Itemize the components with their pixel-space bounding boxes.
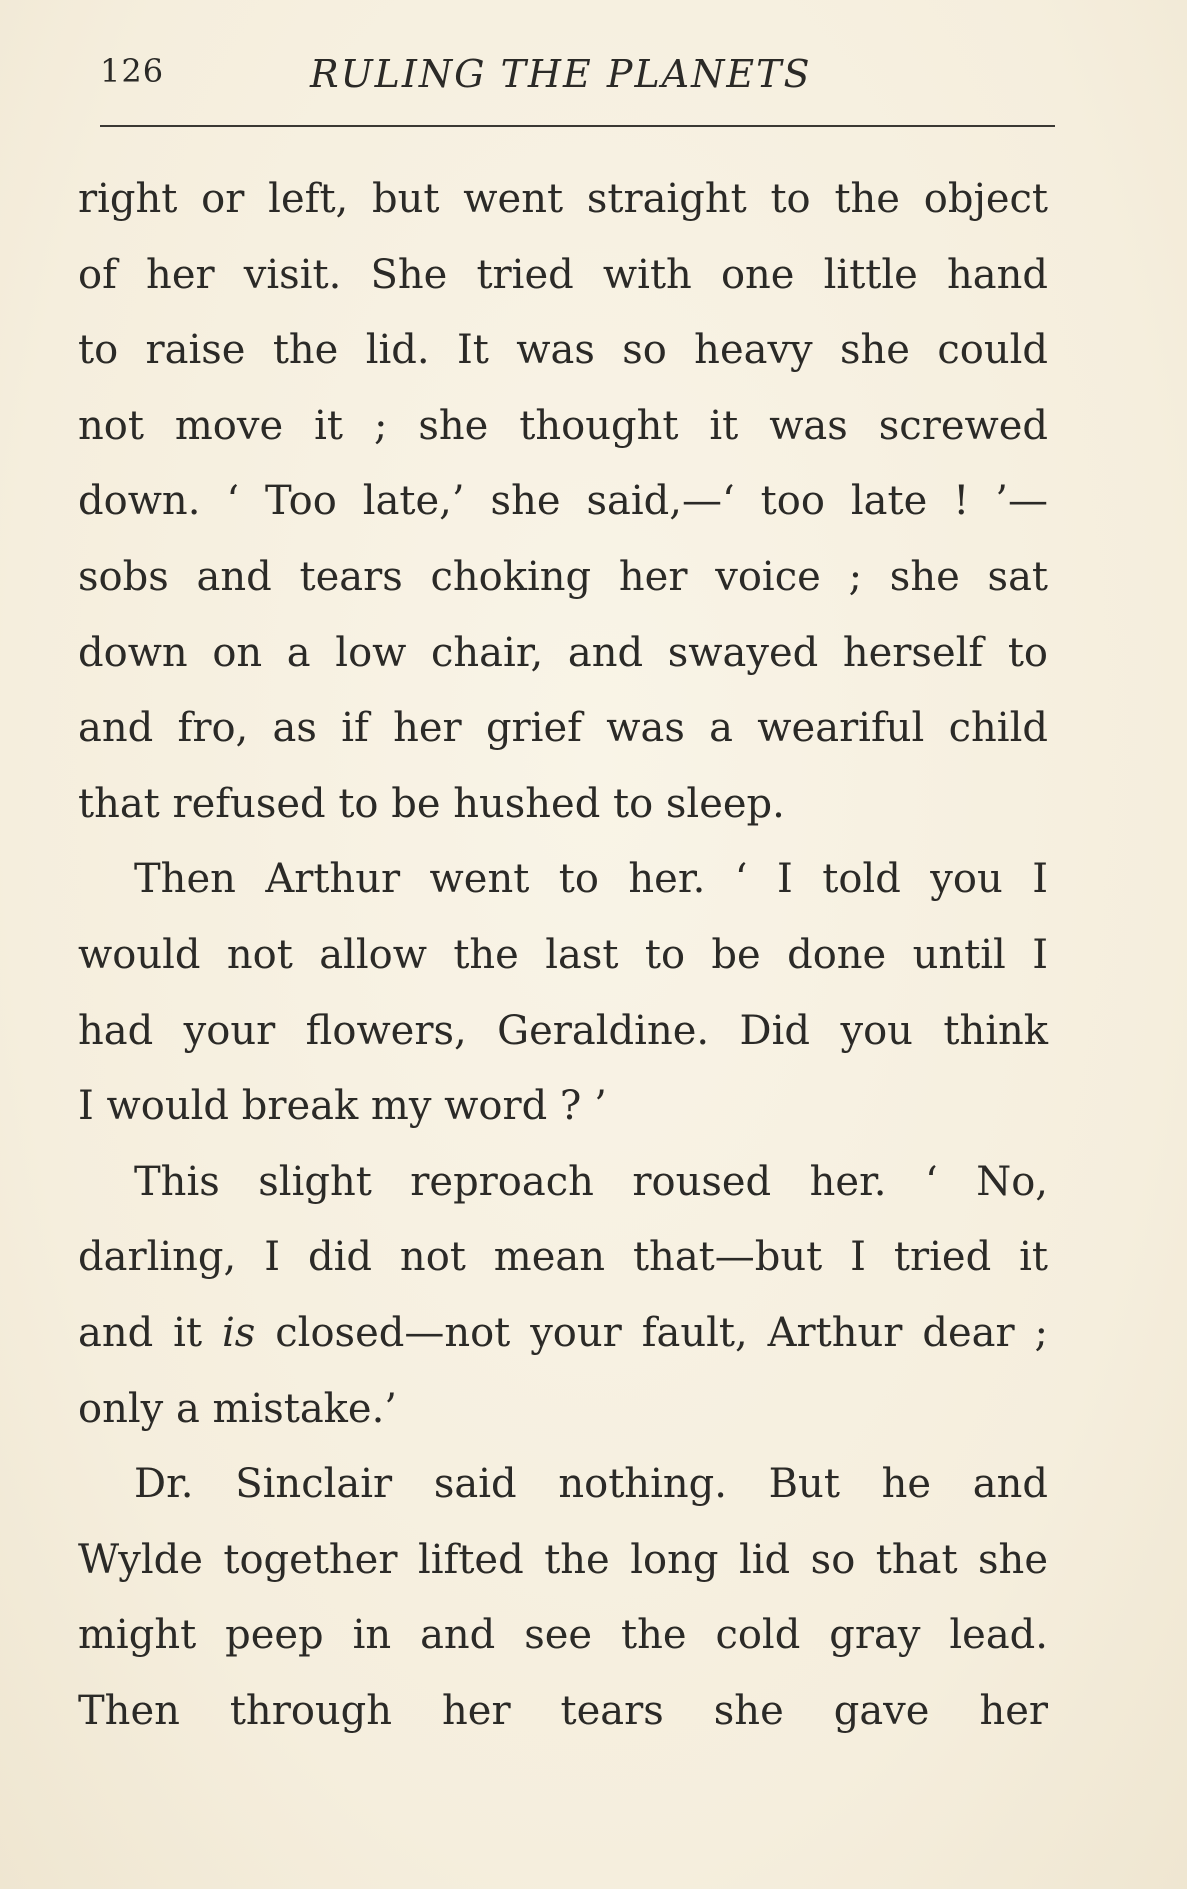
running-head: RULING THE PLANETS — [310, 52, 812, 96]
text-line: that refused to be hushed to sleep. — [78, 780, 785, 827]
text-line: Then through her tears she gave her — [78, 1687, 1048, 1734]
text-line: might peep in and see the cold gray lead. — [78, 1612, 1048, 1659]
page-number: 126 — [100, 52, 165, 90]
text-line: darling, I did not mean that—but I tried it — [78, 1234, 1048, 1281]
text-line: not move it ; she thought it was screwed — [78, 402, 1048, 449]
emphasis-text: is — [221, 1309, 256, 1356]
text-line: and fro, as if her grief was a weariful child — [78, 705, 1048, 752]
text-line — [78, 1296, 1048, 1372]
body-text — [78, 162, 1048, 1749]
header-rule — [100, 125, 1055, 127]
text-line: This slight reproach roused her. ‘ No, — [134, 1158, 1048, 1205]
text-line: of her visit. She tried with one little hand — [78, 251, 1048, 298]
text-line: right or left, but went straight to the object — [78, 176, 1048, 222]
page-header — [100, 52, 1055, 102]
text-line: I would break my word ? ’ — [78, 1083, 607, 1130]
text-line: sobs and tears choking her voice ; she sat — [78, 553, 1048, 600]
text-line: would not allow the last to be done until I — [78, 931, 1048, 978]
text-segment: and it — [78, 1309, 222, 1356]
text-line: had your flowers, Geraldine. Did you think — [78, 1007, 1048, 1054]
text-line: to raise the lid. It was so heavy she could — [78, 327, 1048, 374]
text-line: Then Arthur went to her. ‘ I told you I — [134, 856, 1048, 903]
text-line: Dr. Sinclair said nothing. But he and — [134, 1461, 1048, 1508]
text-line: Wylde together lifted the long lid so that she — [78, 1536, 1048, 1583]
text-line: down. ‘ Too late,’ she said,—‘ too late ! ’— — [78, 478, 1048, 525]
text-segment: closed—not your fault, Arthur dear ; — [255, 1309, 1049, 1356]
text-line: down on a low chair, and swayed herself to — [78, 629, 1048, 676]
text-line: only a mistake.’ — [78, 1385, 398, 1432]
